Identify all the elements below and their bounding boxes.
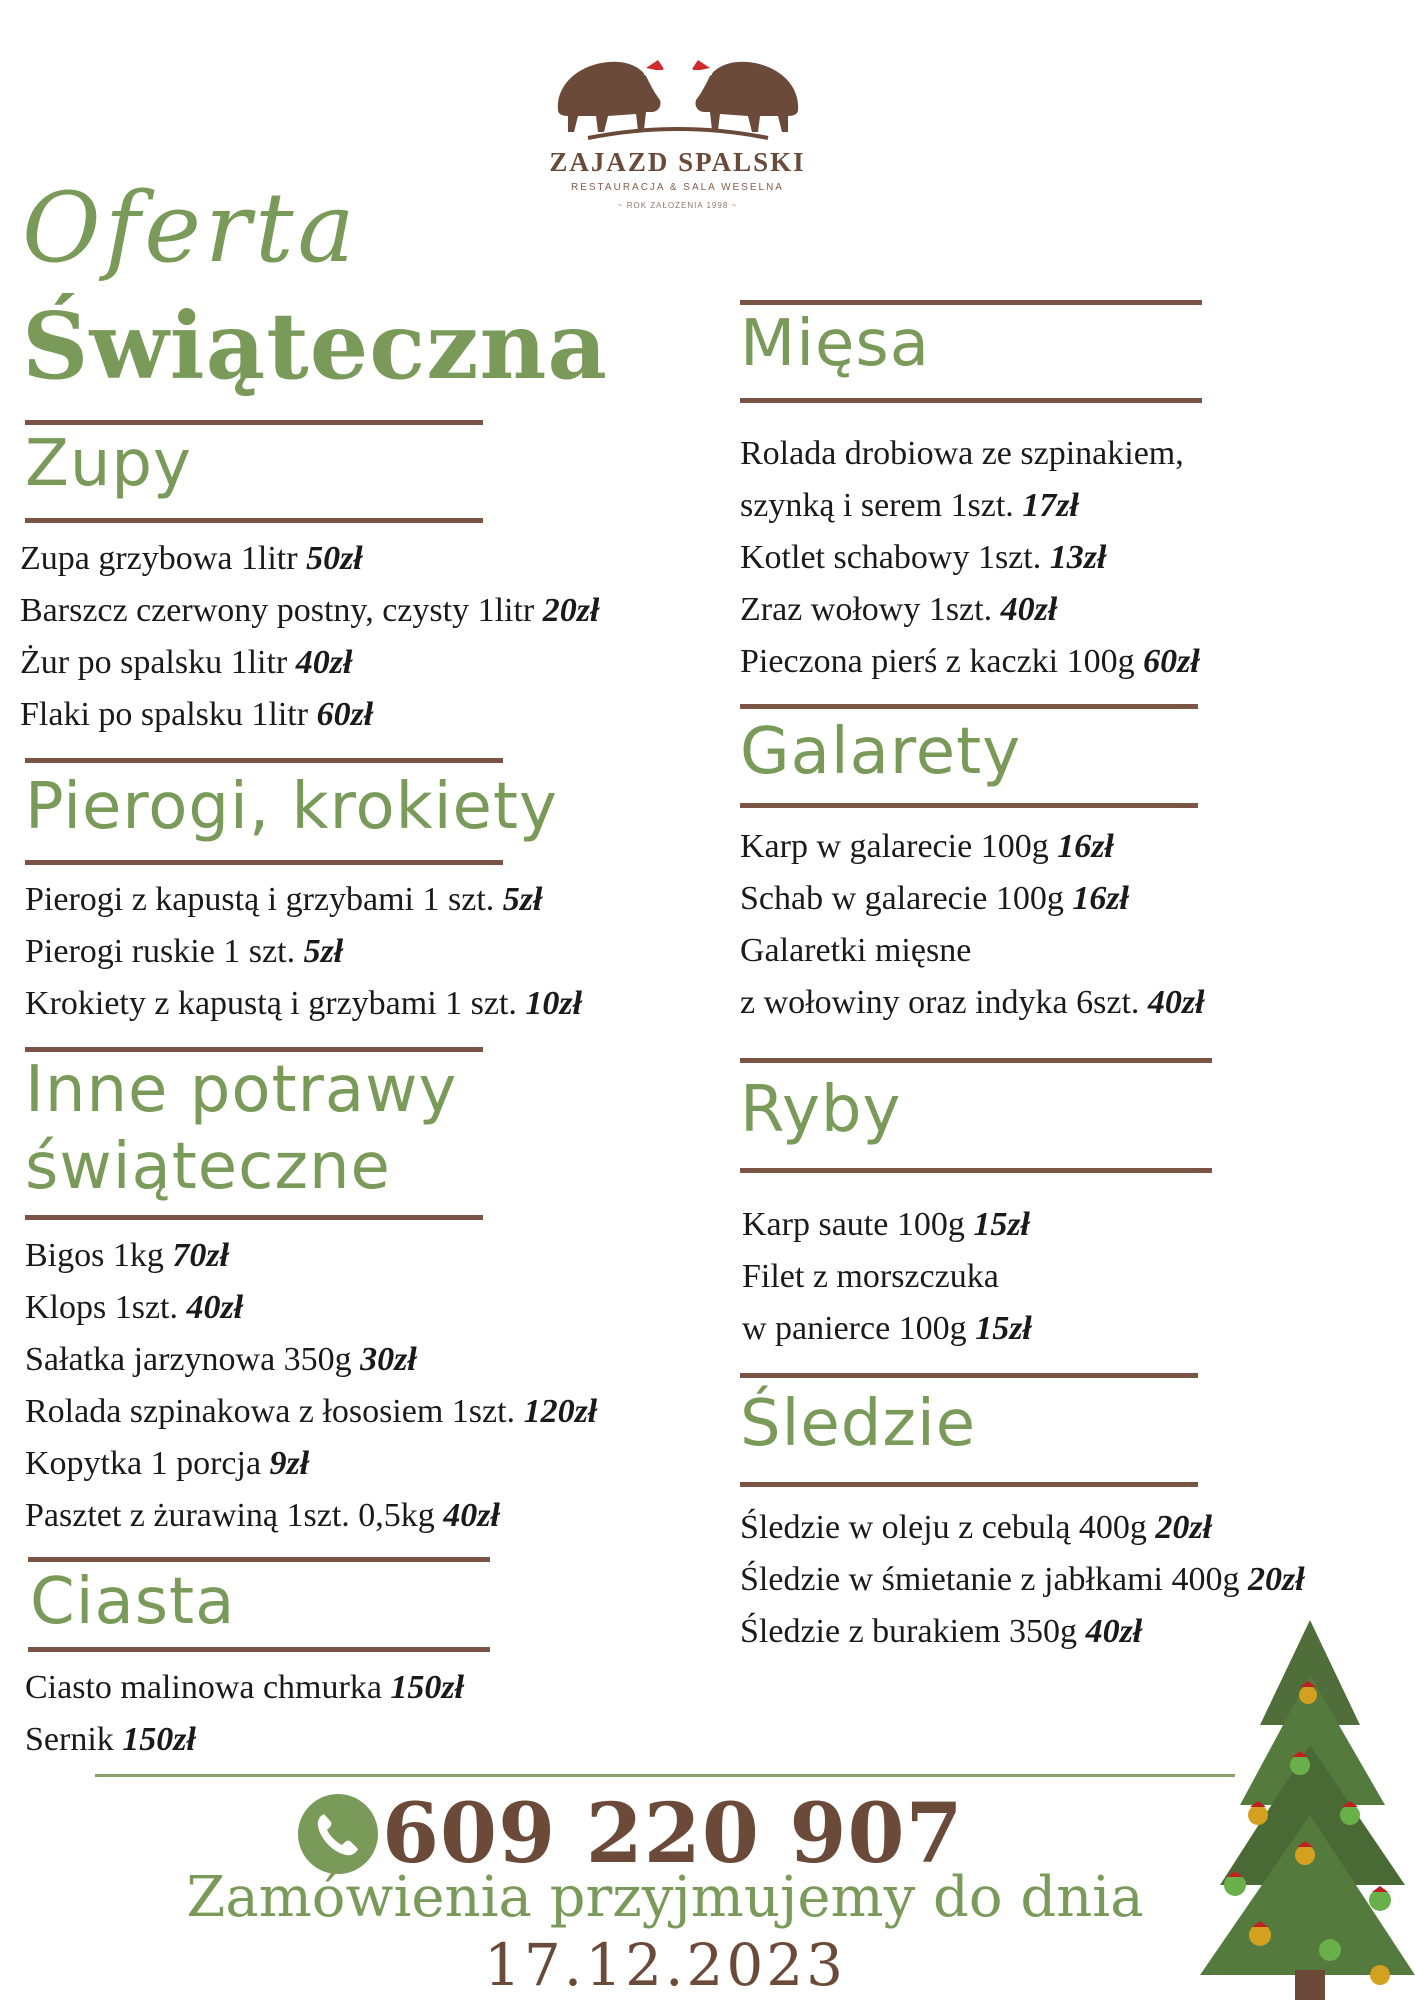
- section-items-pierogi: [25, 874, 582, 1030]
- section-rule: [25, 420, 483, 425]
- menu-item: Galaretki mięsne: [740, 932, 972, 969]
- menu-item-price: 15zł: [973, 1206, 1031, 1243]
- menu-item: Krokiety z kapustą i grzybami 1 szt. 10zł: [25, 985, 583, 1022]
- menu-item: Zupa grzybowa 1litr 50zł: [20, 540, 363, 577]
- section-items-miesa: [740, 428, 1200, 688]
- section-rule: [740, 300, 1202, 305]
- menu-item-price: 40zł: [186, 1289, 244, 1326]
- menu-item: Żur po spalsku 1litr 40zł: [20, 644, 353, 681]
- menu-item: Śledzie w oleju z cebulą 400g 20zł: [740, 1509, 1213, 1546]
- section-items-ciasta: [25, 1662, 464, 1766]
- section-rule: [25, 1047, 483, 1052]
- menu-item-price: 20zł: [542, 592, 600, 629]
- menu-item-price: 50zł: [306, 540, 363, 577]
- title-script: Oferta: [22, 172, 359, 284]
- menu-item: Karp saute 100g 15zł: [742, 1206, 1031, 1243]
- menu-item-price: 20zł: [1247, 1561, 1305, 1598]
- menu-item: Śledzie w śmietanie z jabłkami 400g 20zł: [740, 1561, 1305, 1598]
- menu-item: Pasztet z żurawiną 1szt. 0,5kg 40zł: [25, 1497, 500, 1534]
- menu-item-price: 40zł: [1000, 591, 1058, 628]
- section-heading-pierogi: Pierogi, krokiety: [25, 770, 558, 844]
- logo-subtitle: RESTAURACJA & SALA WESELNA: [571, 182, 784, 193]
- menu-item: Schab w galarecie 100g 16zł: [740, 880, 1130, 917]
- menu-item-price: 17zł: [1022, 487, 1079, 524]
- order-deadline-text: Zamówienia przyjmujemy do dnia: [186, 1865, 1144, 1930]
- menu-item: Sałatka jarzynowa 350g 30zł: [25, 1341, 417, 1378]
- section-rule: [28, 1647, 490, 1652]
- menu-item-price: 120zł: [523, 1393, 598, 1430]
- section-rule: [740, 704, 1198, 709]
- phone-block: [298, 1786, 964, 1882]
- section-rule: [25, 1215, 483, 1220]
- menu-item: Kopytka 1 porcja 9zł: [25, 1445, 310, 1482]
- title-main: Świąteczna: [22, 292, 608, 400]
- menu-item-price: 13zł: [1049, 539, 1107, 576]
- menu-item-price: 9zł: [269, 1445, 310, 1482]
- logo-year: ~ ROK ZAŁOŻENIA 1998 ~: [617, 201, 738, 210]
- menu-item: Rolada szpinakowa z łososiem 1szt. 120zł: [25, 1393, 598, 1430]
- menu-item: Pierogi ruskie 1 szt. 5zł: [25, 933, 344, 970]
- menu-item: szynką i serem 1szt. 17zł: [740, 487, 1079, 524]
- phone-icon: [298, 1794, 378, 1874]
- logo: [545, 50, 810, 230]
- menu-item: w panierce 100g 15zł: [742, 1310, 1032, 1347]
- section-heading-miesa: Mięsa: [740, 307, 930, 381]
- menu-item-price: 10zł: [525, 985, 583, 1022]
- menu-item: Rolada drobiowa ze szpinakiem,: [740, 435, 1184, 472]
- christmas-tree-icon: [1140, 1615, 1415, 2000]
- logo-name: ZAJAZD SPALSKI: [549, 147, 806, 177]
- section-items-inne: [25, 1230, 597, 1542]
- menu-item-price: 40zł: [443, 1497, 500, 1534]
- section-rule: [25, 758, 503, 763]
- menu-item: Sernik 150zł: [25, 1721, 196, 1758]
- section-heading-ryby: Ryby: [740, 1073, 902, 1147]
- menu-item-price: 40zł: [1085, 1613, 1143, 1650]
- bison-logo-icon: [548, 50, 808, 145]
- section-rule: [25, 518, 483, 523]
- section-items-ryby: [742, 1199, 1032, 1355]
- section-heading-zupy: Zupy: [25, 427, 192, 501]
- menu-item-price: 60zł: [1143, 643, 1200, 680]
- menu-item: Barszcz czerwony postny, czysty 1litr 20zł: [20, 592, 600, 629]
- menu-item-price: 150zł: [390, 1669, 465, 1706]
- footer-divider: [95, 1774, 1235, 1777]
- section-rule: [28, 1557, 490, 1562]
- menu-item-price: 60zł: [316, 696, 374, 733]
- menu-item: Pieczona pierś z kaczki 100g 60zł: [740, 643, 1200, 680]
- menu-item: Karp w galarecie 100g 16zł: [740, 828, 1114, 865]
- menu-item-price: 30zł: [360, 1341, 417, 1378]
- menu-item-price: 70zł: [172, 1237, 230, 1274]
- menu-item: Bigos 1kg 70zł: [25, 1237, 230, 1274]
- section-rule: [740, 398, 1202, 403]
- menu-item-price: 40zł: [295, 644, 353, 681]
- menu-item-price: 20zł: [1155, 1509, 1213, 1546]
- section-heading-sledzie: Śledzie: [740, 1387, 977, 1461]
- section-rule: [25, 860, 503, 865]
- menu-item: Kotlet schabowy 1szt. 13zł: [740, 539, 1107, 576]
- menu-item: Zraz wołowy 1szt. 40zł: [740, 591, 1058, 628]
- menu-item-price: 15zł: [975, 1310, 1032, 1347]
- order-deadline-date: 17.12.2023: [483, 1931, 847, 1999]
- menu-item-price: 150zł: [122, 1721, 196, 1758]
- section-heading-inne-line2: świąteczne: [25, 1130, 391, 1204]
- menu-item: Ciasto malinowa chmurka 150zł: [25, 1669, 465, 1706]
- menu-item: Filet z morszczuka: [742, 1258, 999, 1295]
- menu-item-price: 40zł: [1147, 984, 1205, 1021]
- section-rule: [740, 1373, 1198, 1378]
- section-rule: [740, 803, 1198, 808]
- section-items-galarety: [740, 821, 1205, 1029]
- menu-item: Pierogi z kapustą i grzybami 1 szt. 5zł: [25, 881, 543, 918]
- menu-item-price: 16zł: [1057, 828, 1114, 865]
- section-heading-galarety: Galarety: [740, 715, 1022, 789]
- menu-item: Śledzie z burakiem 350g 40zł: [740, 1613, 1143, 1650]
- section-rule: [740, 1482, 1198, 1487]
- section-heading-inne-line1: Inne potrawy: [25, 1053, 458, 1127]
- section-heading-ciasta: Ciasta: [30, 1565, 236, 1639]
- menu-item: Klops 1szt. 40zł: [25, 1289, 244, 1326]
- menu-item-price: 16zł: [1072, 880, 1130, 917]
- menu-item-price: 5zł: [502, 881, 543, 918]
- menu-item-price: 5zł: [303, 933, 344, 970]
- menu-item: Flaki po spalsku 1litr 60zł: [20, 696, 374, 733]
- section-items-zupy: [20, 533, 599, 741]
- section-rule: [740, 1058, 1212, 1063]
- phone-number: 609 220 907: [382, 1786, 964, 1882]
- section-rule: [740, 1168, 1212, 1173]
- menu-item: z wołowiny oraz indyka 6szt. 40zł: [740, 984, 1205, 1021]
